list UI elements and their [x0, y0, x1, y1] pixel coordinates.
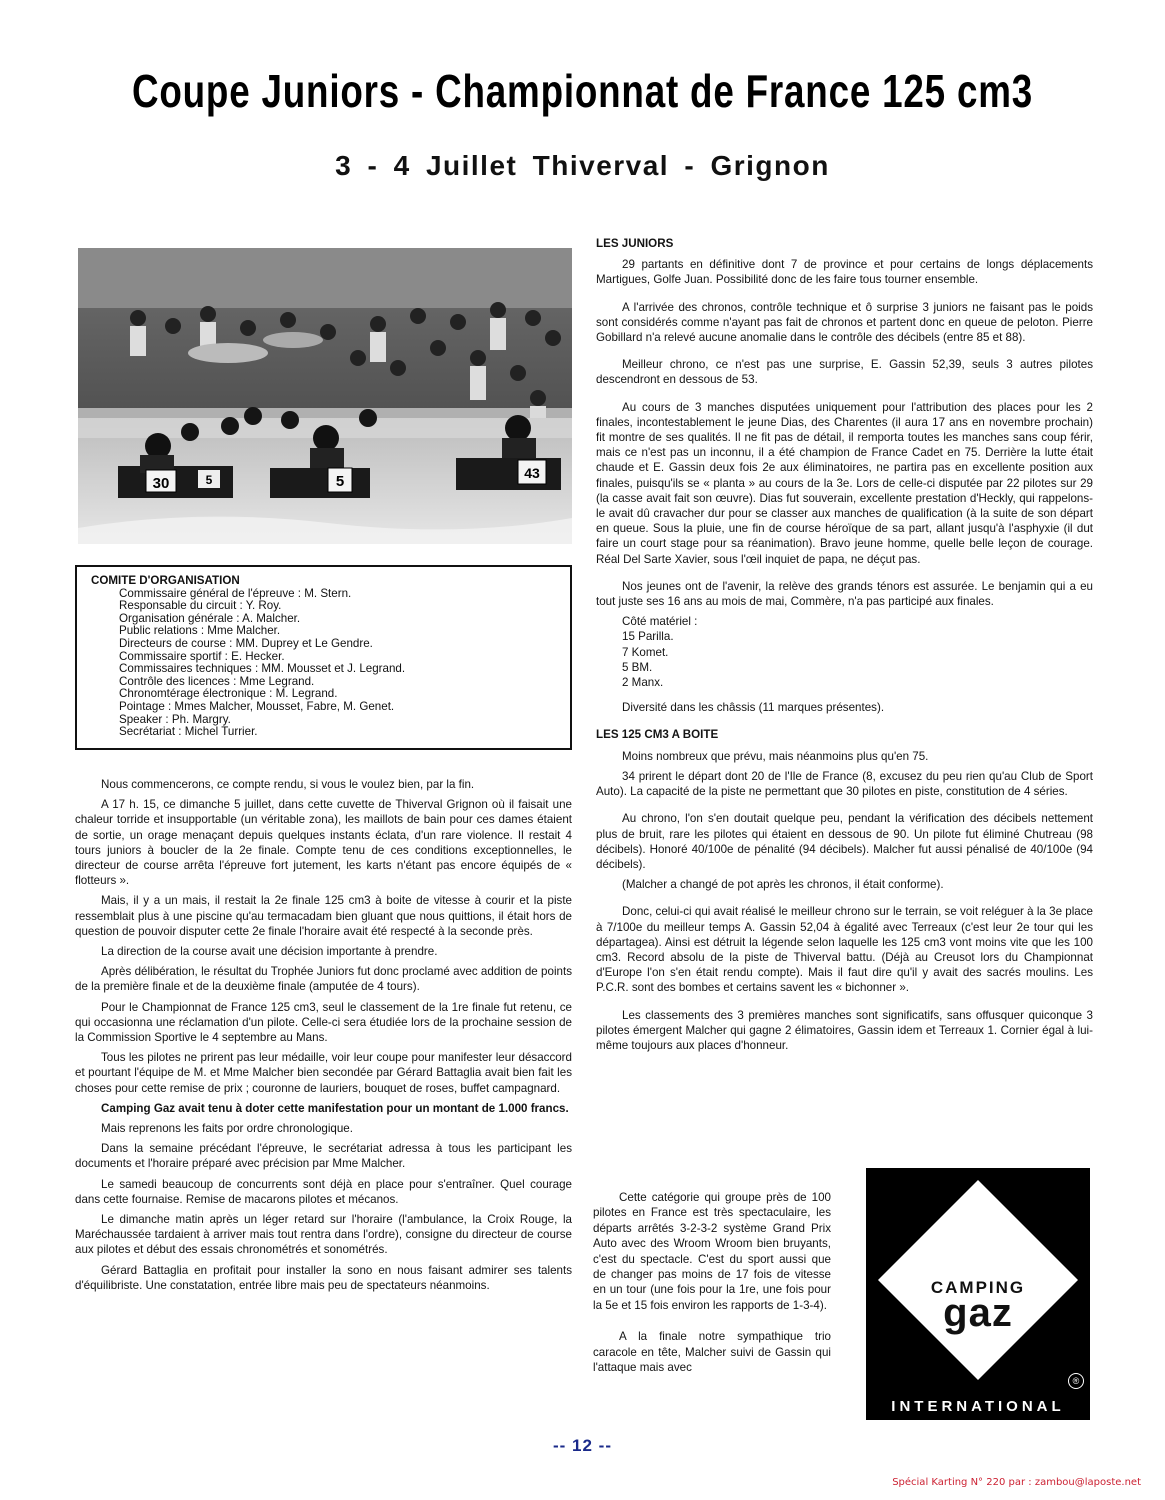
paragraph: Le samedi beaucoup de concurrents sont déjà en place pour s'entraîner. Quel courage dans cette fournaise. Remise de macarons pilotes et mécanos.: [75, 1177, 572, 1206]
kart-number-5-small: 5: [205, 473, 213, 487]
paragraph: Tous les pilotes ne prirent pas leur médaille, voir leur coupe pour manifester leur désaccord et pourtant l'équipe de M. et Mme Malcher bien secondée par Gérard Battaglia avait bien fait les choses pour cette remise de prix ; couronne de lauriers, bouquet de roses, buffet campagnard.: [75, 1051, 572, 1095]
section-heading-juniors: LES JUNIORS: [596, 237, 674, 250]
comite-line: Responsable du circuit : Y. Roy.: [119, 599, 282, 613]
paragraph: Au chrono, l'on s'en doutait quelque peu, pendant la vérification des décibels nettement plus de bruit, rare les pilotes qui étaient en dessous de 90. Un pilote fut éliminé Chutreau (98 décibels). Honoré 40/100e de pénalité (94 décibels). Malcher fut aussi pénalisé de 40/100e (94 décibels).: [596, 812, 1093, 871]
paragraph: 29 partants en définitive dont 7 de province et pour certains de longs déplacements Martigues, Golfe Juan. Possibilité donc de les faire tous tourner ensemble.: [596, 258, 1093, 287]
materiel-list: [622, 614, 1093, 690]
paragraph: Diversité dans les châssis (11 marques présentes).: [622, 701, 885, 715]
paragraph: Dans la semaine précédant l'épreuve, le secrétariat adressa à tous les participant les documents et l'horaire préparé avec précision par Mme Malcher.: [75, 1142, 572, 1171]
section-heading-boite: LES 125 CM3 A BOITE: [596, 728, 719, 742]
materiel-item: 5 BM.: [622, 660, 653, 674]
registered-icon: ®: [1068, 1373, 1084, 1389]
paragraph: Gérard Battaglia en profitait pour installer la sono en nous faisant admirer ses talents d'équilibriste. Une constatation, entrée libre mais peu de spectateurs néanmoins.: [75, 1263, 572, 1292]
materiel-label: Côté matériel :: [622, 615, 698, 629]
page-title: Coupe Juniors - Championnat de France 125 cm3: [132, 65, 1033, 117]
materiel-item: 2 Manx.: [622, 676, 664, 690]
paragraph: Au cours de 3 manches disputées uniquement pour l'attribution des places pour les 2 finales, incontestablement le jeune Dias, des Charentes (il aura 17 ans en novembre prochain) fit montre de ses qualités. Il ne fit pas de détail, il remporta toutes les manches sans coup férir, mais ce n'est pas un inconnu, il a été champion de France Cadet en 75. Derrière la lutte était chaude et E. Gassin deux fois 2e aux éliminatoires, ne partira pas en excellente position aux finales, puisqu'ils se « planta » au cours de la 3e. Lors de celle-ci disputée par 22 pilotes sur 29 (la casse avait fait son œuvre). Dias fut souverain, excellente prestation d'Heckly, qui rappelons-le avait dû cravacher dur pour se classer aux manches de qualification (à la suite de son départ en queue. Sous la pluie, une fin de course héroïque de sa part, allant jusqu'à l'asphyxie (il dut faire un court stage pour sa réanimation). Bravo jeune homme, quelle belle leçon de courage. Réal Del Sarte Xavier, sous l'œil inquiet de papa, ne déçut pas.: [596, 400, 1093, 566]
paragraph: Les classements des 3 premières manches sont significatifs, sans offusquer quiconque 3 pilotes émergent Malcher qui gagne 2 élimatoires, Gassin idem et Terreaux 1. Cornier égal à lui-même toujours aux places d'honneur.: [596, 1008, 1093, 1052]
comite-organisation-box: [75, 565, 572, 750]
ad-international-text: INTERNATIONAL: [891, 1398, 1065, 1415]
materiel-item: 7 Komet.: [622, 645, 669, 659]
paragraph: Donc, celui-ci qui avait réalisé le meilleur chrono sur le terrain, se voit reléguer à la 3e place à 7/100e du meilleur temps A. Gassin 52,04 à égalité avec Terreaux (c'est leur 2e tour qui les départagea). Ainsi est détruit la légende selon laquelle les 125 cm3 vont moins vite que les 100 cm3. Record absolu de la piste de Thiverval battu. (Déjà au Creusot lors du Championnat d'Europe l'on s'en était rendu compte). Mais il faut dire qu'il y avait des sacrés moulins. Les P.C.R. sont des bombes et certains savent les « bichonner ».: [596, 905, 1093, 995]
paragraph: La direction de la course avait une décision importante à prendre.: [101, 945, 438, 959]
paragraph: Nous commencerons, ce compte rendu, si vous le voulez bien, par la fin.: [101, 778, 475, 791]
left-article-column: [75, 777, 572, 1298]
kart-number-43: 43: [524, 465, 540, 481]
comite-heading: COMITE D'ORGANISATION: [91, 574, 240, 587]
paragraph: (Malcher a changé de pot après les chronos, il était conforme).: [622, 878, 944, 892]
paragraph: Cette catégorie qui groupe près de 100 pilotes en France est très spectaculaire, les départs arrêtés 3-2-3-2 système Grand Prix Auto avec des Wroom Wroom bien bruyants, c'est du spectacle. C'est du sport aussi que de changer pas moins de 17 fois de vitesse en un tour (une fois pour la 1re, une fois pour la 5e et 15 fois environ les rapports de 1-3-4).: [593, 1191, 831, 1312]
paragraph: Nos jeunes ont de l'avenir, la relève des grands ténors est assurée. Le benjamin qui a eu tout juste ses 16 ans au mois de mai, Commère, n'a pas participé aux finales.: [596, 579, 1093, 609]
comite-line: Commissaire général de l'épreuve : M. Stern.: [119, 586, 352, 600]
comite-line: Commissaires techniques : MM. Mousset et J. Legrand.: [119, 662, 406, 676]
page-number: -- 12 --: [553, 1436, 612, 1455]
paragraph: Le dimanche matin après un léger retard sur l'horaire (l'ambulance, la Croix Rouge, la Maréchaussée tardaient à arriver mais tout rentra dans l'ordre), consigne du directeur de course aux pilotes et début des essais chronométrés et sonométrés.: [75, 1213, 572, 1257]
comite-line: Speaker : Ph. Margry.: [119, 712, 231, 726]
paragraph: A l'arrivée des chronos, contrôle technique et ô surprise 3 juniors ne faisant pas le poids sont considérés comme n'ayant pas fait de chronos et partent donc en queue de peloton. Pierre Gobillard n'a relevé aucune anomalie dans le contrôle des décibels (entre 85 et 88).: [596, 300, 1093, 345]
ad-gaz-logo: gaz: [943, 1291, 1013, 1335]
ad-camping-text: CAMPING: [930, 1278, 1026, 1297]
race-photo-illustration: [78, 248, 572, 544]
comite-line: Public relations : Mme Malcher.: [119, 624, 281, 638]
narrow-article-column: [593, 1190, 831, 1391]
paragraph-bold: Camping Gaz avait tenu à doter cette manifestation pour un montant de 1.000 francs.: [101, 1101, 569, 1115]
race-photo: [78, 248, 572, 544]
paragraph: Après délibération, le résultat du Trophée Juniors fut donc proclamé avec addition de points de la première finale et de la deuxième finale (amputée de 4 tours).: [75, 965, 572, 994]
paragraph: A la finale notre sympathique trio caracole en tête, Malcher suivi de Gassin qui l'attaque mais avec: [593, 1330, 831, 1375]
kart-number-30: 30: [152, 475, 170, 492]
page-subtitle: 3 - 4 Juillet Thiverval - Grignon: [335, 150, 830, 181]
footer-credit: Spécial Karting N° 220 par : zambou@laposte.net: [892, 1477, 1141, 1488]
comite-line: Commissaire sportif : E. Hecker.: [119, 649, 285, 663]
comite-line: Secrétariat : Michel Turrier.: [119, 725, 258, 739]
paragraph: A 17 h. 15, ce dimanche 5 juillet, dans cette cuvette de Thiverval Grignon où il faisait une chaleur torride et insupportable (un véritable zona), les maillots de bain pour ces dames étaient de sortie, un orage menaçant depuis quelques instants éclata, d'un rare violence. Il restait 4 tours juniors à boucler de la 2e finale. Compte tenu de ces conditions exceptionnelles, le directeur de course arrêta l'épreuve fort jutement, les karts n'étant pas encore équipés de « flotteurs ».: [75, 798, 572, 888]
comite-line: Pointage : Mmes Malcher, Mousset, Fabre, M. Genet.: [119, 699, 395, 713]
right-article-column: [596, 236, 1093, 1058]
paragraph: Pour le Championnat de France 125 cm3, seul le classement de la 1re finale fut retenu, ce qui occasionna une réclamation d'un pilote. Celle-ci sera étudiée lors de la prochaine session de la Commission Sportive le 4 septembre au Mans.: [75, 1000, 572, 1045]
kart-number-5: 5: [335, 473, 345, 490]
paragraph: Meilleur chrono, ce n'est pas une surprise, E. Gassin 52,39, seuls 3 autres pilotes descendront en dessous de 53.: [596, 358, 1093, 387]
paragraph: Mais, il y a un mais, il restait la 2e finale 125 cm3 à boite de vitesse à courir et la piste ressemblait plus à une piscine qu'au termacadam bien gluant que nous quittions, il était hors de question de pouvoir disputer cette 2e finale l'horaire avait été respecté à la seconde près.: [75, 894, 572, 938]
comite-line: Directeurs de course : MM. Duprey et Le Gendre.: [119, 636, 373, 650]
comite-line: Contrôle des licences : Mme Legrand.: [119, 674, 315, 688]
materiel-item: 15 Parilla.: [622, 630, 674, 644]
comite-line: Organisation générale : A. Malcher.: [119, 611, 301, 625]
comite-line: Chronomtérage électronique : M. Legrand.: [119, 687, 338, 701]
paragraph: Moins nombreux que prévu, mais néanmoins plus qu'en 75.: [622, 749, 929, 763]
paragraph: 34 prirent le départ dont 20 de l'Ile de France (8, excusez du peu rien qu'au Club de Sport Auto). La capacité de la piste ne permettant que 30 pilotes en piste, constitution de 4 séries.: [596, 769, 1093, 799]
paragraph: Mais reprenons les faits por ordre chronologique.: [101, 1122, 353, 1136]
